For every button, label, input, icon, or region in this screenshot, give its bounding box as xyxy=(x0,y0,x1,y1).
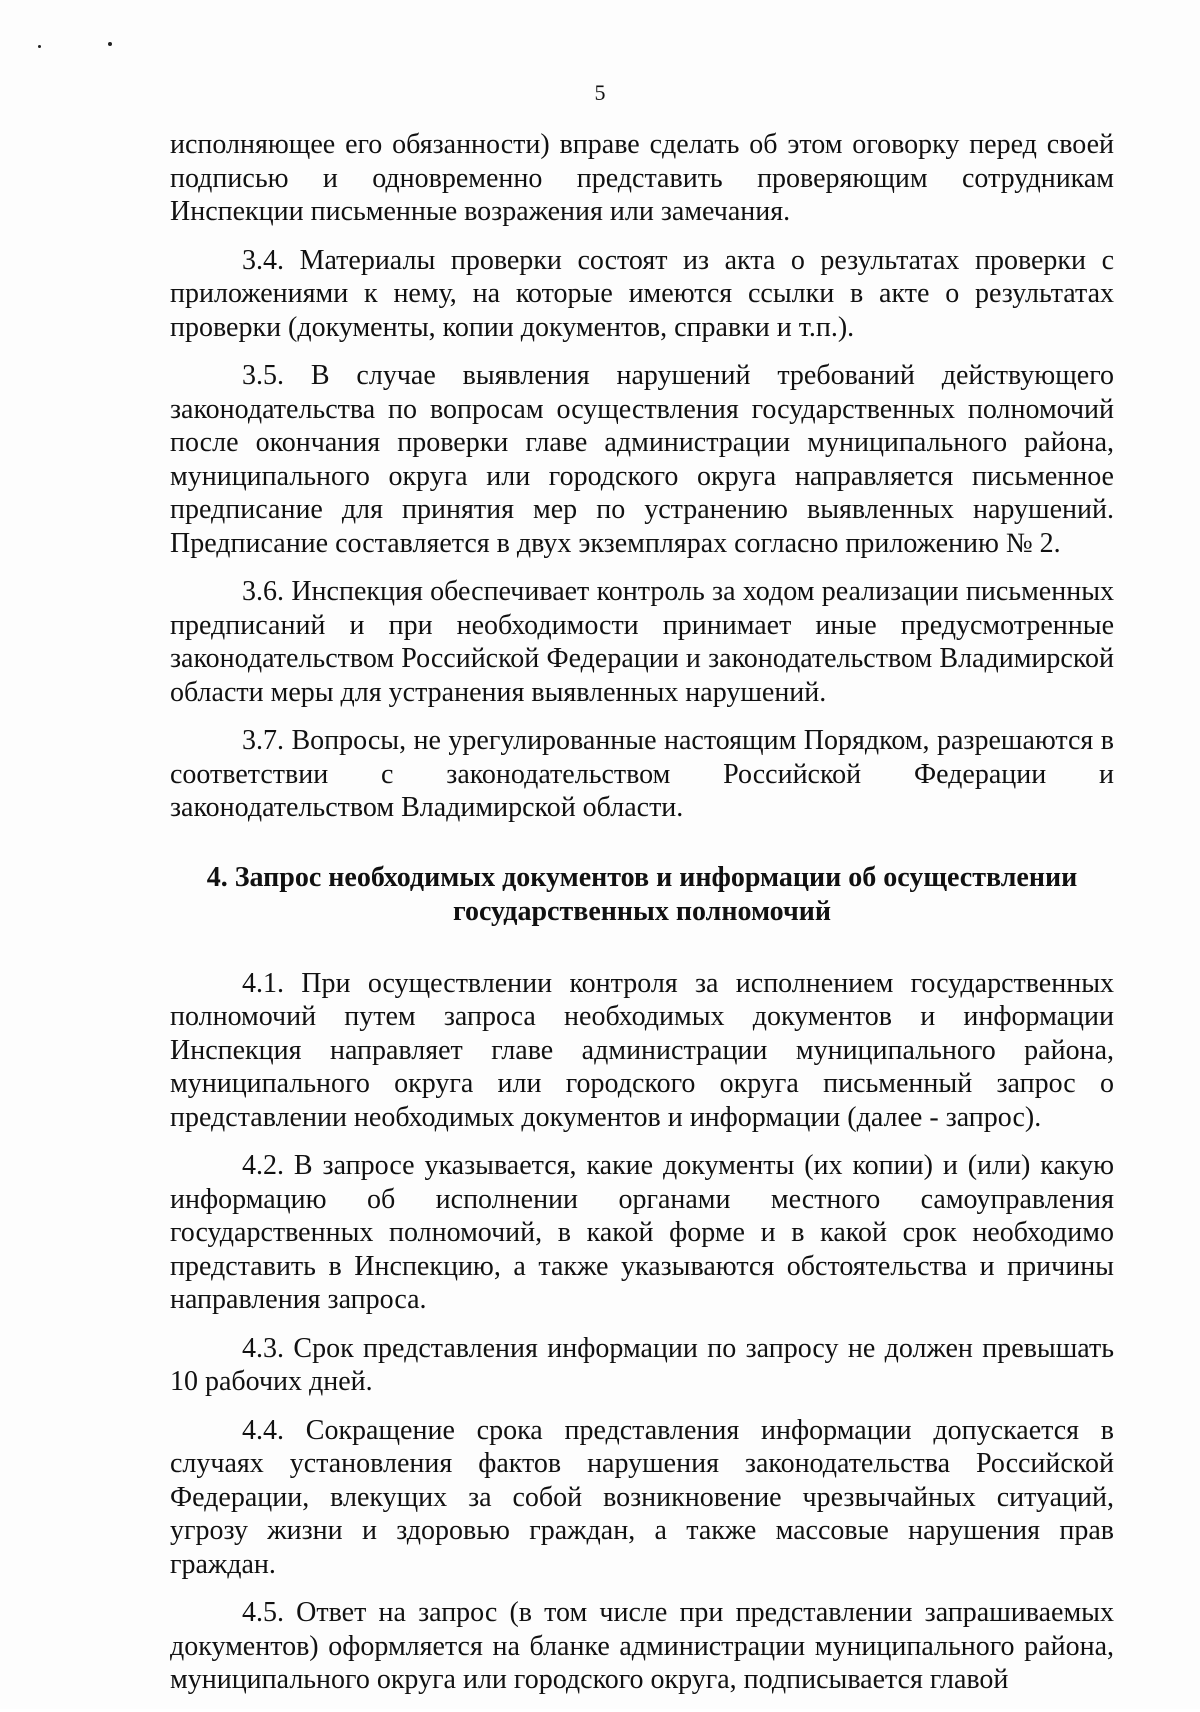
paragraph-3-4: 3.4. Материалы проверки состоят из акта о результатах проверки с приложениями к нему, на которые имеются ссылки в акте о результатах проверки (документы, копии документов, справки и т.п.). xyxy=(170,244,1114,343)
paragraph-4-1: 4.1. При осуществлении контроля за исполнением государственных полномочий путем запроса необходимых документов и информации Инспекция направляет главе администрации муниципального района, муниципального округа или городского округа письменный запрос о представлении необходимых документов и информации (далее - запрос). xyxy=(170,967,1114,1133)
paragraph-4-4: 4.4. Сокращение срока представления информации допускается в случаях установления фактов нарушения законодательства Российской Федерации, влекущих за собой возникновение чрезвычайных ситуаций, угрозу жизни и здоровью граждан, а также массовые нарушения прав граждан. xyxy=(170,1414,1114,1580)
paragraph-3-5: 3.5. В случае выявления нарушений требований действующего законодательства по вопросам осуществления государственных полномочий после окончания проверки главе администрации муниципального района, муниципального округа или городского округа направляется письменное предписание для принятия мер по устранению выявленных нарушений. Предписание составляется в двух экземплярах согласно приложению № 2. xyxy=(170,360,1114,559)
section-4-heading-line-2: государственных полномочий xyxy=(452,895,831,927)
paragraph-3-6: 3.6. Инспекция обеспечивает контроль за ходом реализации письменных предписаний и при необходимости принимает иные предусмотренные законодательством Российской Федерации и законодательством Владимирской области меры для устранения выявленных нарушений. xyxy=(170,576,1114,708)
scan-speck xyxy=(108,42,112,46)
document-body xyxy=(170,128,1114,1712)
scan-speck xyxy=(38,45,41,48)
section-4-heading-line-1: 4. Запрос необходимых документов и информации об осуществлении xyxy=(206,861,1078,893)
paragraph-4-2: 4.2. В запросе указывается, какие документы (их копии) и (или) какую информацию об исполнении органами местного самоуправления государственных полномочий, в какой форме и в какой срок необходимо представить в Инспекцию, а также указываются обстоятельства и причины направления запроса. xyxy=(170,1150,1114,1315)
paragraph-3-7: 3.7. Вопросы, не урегулированные настоящим Порядком, разрешаются в соответствии с законодательством Российской Федерации и законодательством Владимирской области. xyxy=(170,725,1114,823)
section-4-heading xyxy=(170,861,1114,929)
paragraph-continued: исполняющее его обязанности) вправе сделать об этом оговорку перед своей подписью и одновременно представить проверяющим сотрудникам Инспекции письменные возражения или замечания. xyxy=(170,129,1114,227)
paragraph-4-5: 4.5. Ответ на запрос (в том числе при представлении запрашиваемых документов) оформляется на бланке администрации муниципального района, муниципального округа или городского округа, подписывается главой xyxy=(170,1597,1114,1695)
paragraph-4-3: 4.3. Срок представления информации по запросу не должен превышать 10 рабочих дней. xyxy=(170,1332,1114,1397)
page-number: 5 xyxy=(594,80,606,105)
